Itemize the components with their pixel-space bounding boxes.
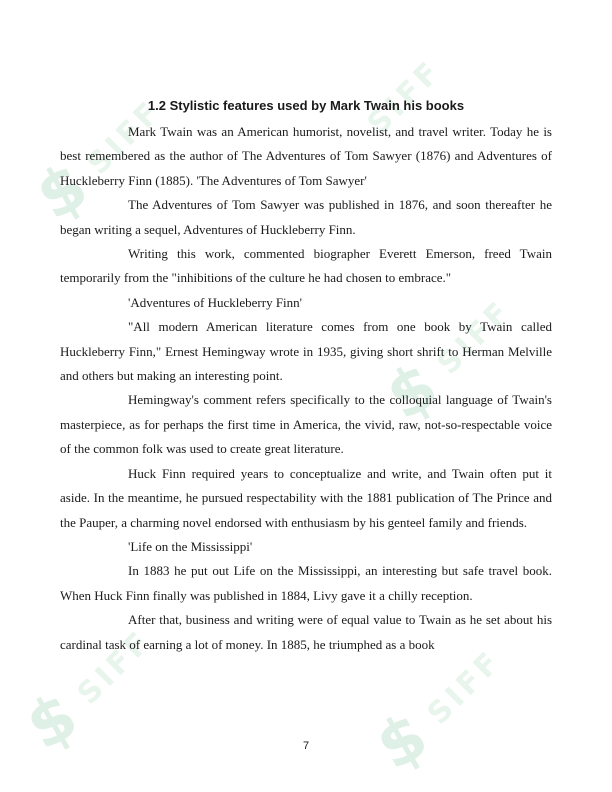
page-body (60, 97, 552, 657)
paragraph: Hemingway's comment refers specifically to the colloquial language of Twain's masterpiece, as for perhaps the first time in America, the vivid, raw, not-so-respectable voice of the common folk was used to create great literature. (60, 392, 552, 457)
watermark-text: SIFF (430, 293, 519, 382)
watermark-text: SIFF (360, 53, 449, 142)
watermark-text: SIFF (70, 623, 159, 712)
watermark-text: SIFF (80, 93, 169, 182)
watermark-dollar-icon: $ (14, 678, 91, 766)
page-number: 7 (302, 740, 310, 752)
paragraph: The Adventures of Tom Sawyer was published in 1876, and soon thereafter he began writing a sequel, Adventures of Huckleberry Finn. (60, 197, 552, 237)
paragraph: "All modern American literature comes from one book by Twain called Huckleberry Finn," Ernest Hemingway wrote in 1935, giving short shrift to Herman Melville and others but making an interesting point. (60, 319, 552, 384)
section-heading: 1.2 Stylistic features used by Mark Twain his books (147, 98, 465, 113)
paragraph: Writing this work, commented biographer Everett Emerson, freed Twain temporarily from the "inhibitions of the culture he had chosen to embrace." (60, 246, 552, 286)
paragraph: Mark Twain was an American humorist, novelist, and travel writer. Today he is best remembered as the author of The Adventures of Tom Sawyer (1876) and Adventures of Huckleberry Finn (1885). 'The Adventures of Tom Sawyer' (60, 124, 552, 188)
watermark-dollar-icon: $ (374, 348, 451, 436)
watermark-dollar-icon: $ (364, 698, 441, 786)
paragraph: 'Adventures of Huckleberry Finn' (128, 294, 303, 310)
paragraph: In 1883 he put out Life on the Mississippi, an interesting but safe travel book. When Huck Finn finally was published in 1884, Livy gave it a chilly reception. (60, 563, 552, 603)
watermark-text: SIFF (420, 643, 509, 732)
paragraph: After that, business and writing were of equal value to Twain as he set about his cardinal task of earning a lot of money. In 1885, he triumphed as a book (60, 612, 552, 652)
paragraph: 'Life on the Mississippi' (128, 538, 253, 554)
paragraph: Huck Finn required years to conceptualize and write, and Twain often put it aside. In the meantime, he pursued respectability with the 1881 publication of The Prince and the Pauper, a charming novel endorsed with enthusiasm by his genteel family and friends. (60, 465, 552, 530)
watermark-dollar-icon: $ (24, 148, 101, 236)
